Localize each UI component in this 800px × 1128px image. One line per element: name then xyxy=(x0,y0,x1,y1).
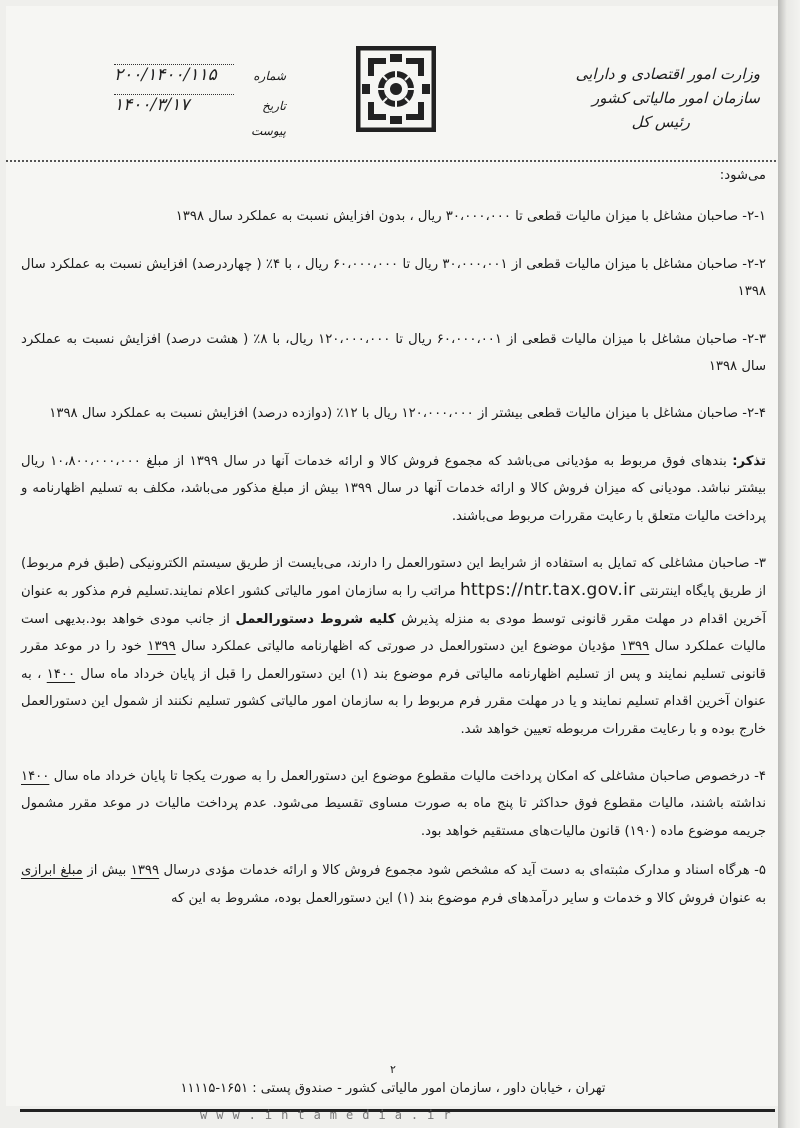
letter-attachment-row xyxy=(76,124,286,154)
letter-footer xyxy=(6,1064,780,1098)
letterhead xyxy=(6,6,780,156)
letter-number-label: شماره xyxy=(253,69,286,83)
note-text: بندهای فوق مربوط به مؤدیانی می‌باشد که مجموع فروش کالا و ارائه خدمات آنها در سال ۱۳۹۹ از مبلغ ۱۰،۸۰۰،۰۰۰،۰۰۰ ریال بیشتر نباشد. مودیانی که میزان فروش کالا و ارائه خدمات آنها در سال ۱۳۹۹ بیش از مبلغ مذکور می‌باشد، مکلف به تسلیم اظهارنامه و پرداخت مالیات متعلق با رعایت مقررات مربوط می‌باشند. xyxy=(21,453,766,524)
letter-body xyxy=(21,162,766,932)
clause-5-text: ۵- هرگاه اسناد و مدارک مثبته‌ای به دست آید که مشخص شود مجموع فروش کالا و ارائه خدمات مؤدی درسال xyxy=(159,863,766,879)
scan-edge xyxy=(778,0,800,1128)
note-paragraph xyxy=(21,448,766,530)
declared-amount-underlined: مبلغ ابرازی xyxy=(21,863,83,879)
letter-number-value: ۲۰۰/۱۴۰۰/۱۱۵ xyxy=(114,64,234,85)
clause-3-text: ۳- صاحبان مشاغلی که تمایل به استفاده از شرایط این دستورالعمل را دارند، می‌بایست از طریق سیستم الکترونیکی (طبق فرم مربوط) از طریق پایگاه اینترنتی xyxy=(21,556,766,600)
clause-5 xyxy=(21,857,766,912)
ministry-heading xyxy=(576,62,760,134)
clause-3-text: از جانب مودی خواهد بود.بدیهی است مالیات عملکرد سال xyxy=(21,611,766,655)
ministry-name: وزارت امور اقتصادی و دارایی xyxy=(575,65,760,83)
letter-date-label: تاریخ xyxy=(262,99,286,113)
clause-2-2: ۲-۲- صاحبان مشاغل با میزان مالیات قطعی از ۳۰،۰۰۰،۰۰۱ ریال تا ۶۰،۰۰۰،۰۰۰ ریال ، با ۴٪ ( چهاردرصد) افزایش نسبت به عملکرد سال ۱۳۹۸ xyxy=(21,256,766,300)
page-number: ۲ xyxy=(390,1063,396,1076)
letter-number-row xyxy=(76,64,286,94)
clause-3-emphasis: کلیه شروط دستورالعمل xyxy=(235,611,396,627)
year-underlined: ۱۳۹۹ xyxy=(147,639,176,655)
clause-2-1: ۲-۱- صاحبان مشاغل با میزان مالیات قطعی تا ۳۰،۰۰۰،۰۰۰ ریال ، بدون افزایش نسبت به عملکرد سال ۱۳۹۸ xyxy=(175,209,766,225)
letter-page xyxy=(6,6,781,1106)
letter-date-value: ۱۴۰۰/۳/۱۷ xyxy=(114,94,234,115)
tax-portal-link[interactable]: https://ntr.tax.gov.ir xyxy=(459,580,636,601)
clause-5-text: به عنوان فروش کالا و خدمات و سایر درآمدهای فرم موضوع بند (۱) این دستورالعمل بوده، مشروط به این که xyxy=(170,890,766,906)
clause-4-text: نداشته باشند، مالیات مقطوع فوق حداکثر تا پنج ماه به صورت مساوی تقسیط می‌شود. عدم پرداخت مالیات در موعد مقرر مشمول جریمه موضوع ماده (۱۹۰) قانون مالیات‌های مستقیم خواهد بود. xyxy=(21,796,766,839)
note-label: تذکر: xyxy=(732,453,766,469)
clause-2-4: ۲-۴- صاحبان مشاغل با میزان مالیات قطعی بیشتر از ۱۲۰،۰۰۰،۰۰۰ ریال با ۱۲٪ (دوازده درصد) افزایش نسبت به عملکرد سال ۱۳۹۸ xyxy=(49,406,766,422)
signatory-title: رئیس کل xyxy=(631,113,690,131)
year-underlined: ۱۳۹۹ xyxy=(620,639,650,655)
source-watermark: www.intamedia.ir xyxy=(200,1108,460,1122)
clause-3-text: مراتب را به سازمان امور مالیاتی کشور اعلام نمایند.تسلیم فرم مذکور به عنوان آخرین اقدام در مهلت مقرر قانونی توسط مودی به منزله پذیرش xyxy=(21,584,766,627)
clause-3-text: خود را در موعد مقرر قانونی تسلیم نمایند و پس از تسلیم اظهارنامه مالیاتی فرم موضوع بند (۱) این دستورالعمل را قبل از پایان خرداد ماه سال xyxy=(21,639,766,682)
year-underlined: ۱۴۰۰ xyxy=(21,768,50,784)
clause-4 xyxy=(21,763,766,845)
tax-organization-emblem-icon xyxy=(356,46,436,132)
footer-address: تهران ، خیابان داور ، سازمان امور مالیاتی کشور - صندوق پستی : ۱۶۵۱-۱۱۱۱۵ xyxy=(180,1081,606,1096)
clause-5-text: بیش از xyxy=(82,863,131,879)
clause-3-text: مؤدیان موضوع این دستورالعمل در صورتی که اظهارنامه مالیاتی عملکرد سال xyxy=(175,639,621,655)
year-underlined: ۱۳۹۹ xyxy=(130,863,160,879)
clause-4-text: ۴- درخصوص صاحبان مشاغلی که امکان پرداخت مالیات مقطوع موضوع این دستورالعمل را به صورت یکجا تا پایان خرداد ماه سال xyxy=(49,768,766,784)
clause-2-3: ۲-۳- صاحبان مشاغل با میزان مالیات قطعی از ۶۰،۰۰۰،۰۰۱ ریال تا ۱۲۰،۰۰۰،۰۰۰ ریال، با ۸٪ ( هشت درصد) افزایش نسبت به عملکرد سال ۱۳۹۸ xyxy=(21,331,767,375)
letter-attachment-label: پیوست xyxy=(251,124,286,138)
letter-date-row xyxy=(76,94,286,124)
clause-3-text: ، به عنوان آخرین اقدام تسلیم نمایند و یا در مهلت مقرر فرم مربوط را به سازمان امور مالیاتی کشور تسلیم نکنند از شمول این دستورالعمل خارج بوده و با رعایت مقررات مربوطه تعیین خواهد شد. xyxy=(21,666,766,737)
intro-text: می‌شود: xyxy=(719,168,766,183)
organization-name: سازمان امور مالیاتی کشور xyxy=(592,89,760,107)
letter-meta xyxy=(76,64,286,154)
year-underlined: ۱۴۰۰ xyxy=(46,666,76,682)
clause-3 xyxy=(21,550,766,743)
